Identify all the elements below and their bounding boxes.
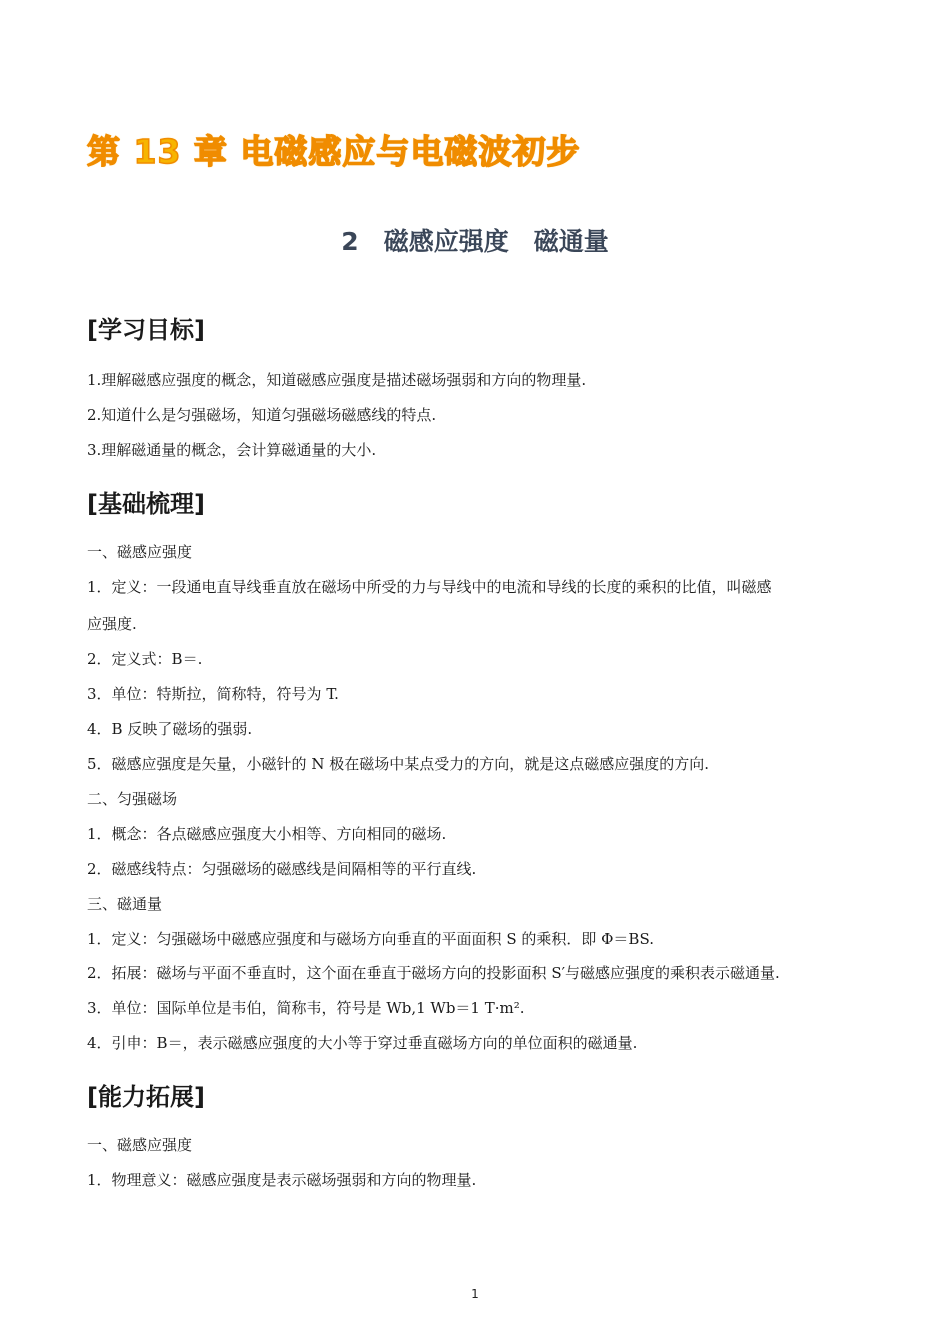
objective-item: 1.理解磁感应强度的概念，知道磁感应强度是描述磁场强弱和方向的物理量. [87,371,587,389]
page-number: 1 [471,1287,479,1301]
basics-line: 2．拓展：磁场与平面不垂直时，这个面在垂直于磁场方向的投影面积 S′与磁感应强度的乘积表示磁通量. [87,964,780,982]
basics-line: 4．B 反映了磁场的强弱. [87,720,253,738]
objective-item: 3.理解磁通量的概念，会计算磁通量的大小. [87,441,377,459]
basics-subheading-magnetic-flux: 三、磁通量 [87,895,163,913]
basics-line: 3．单位：特斯拉，简称特，符号为 T. [87,685,339,703]
section-title: 2 磁感应强度 磁通量 [341,227,609,256]
objectives-heading: [学习目标] [87,316,205,344]
basics-heading: [基础梳理] [87,490,205,518]
basics-line: 4．引申：B＝，表示磁感应强度的大小等于穿过垂直磁场方向的单位面积的磁通量. [87,1034,638,1052]
basics-line: 1．定义：匀强磁场中磁感应强度和与磁场方向垂直的平面面积 S 的乘积．即 Φ＝BS. [87,930,654,948]
basics-line: 2．定义式：B＝. [87,650,203,668]
basics-line: 应强度. [87,615,137,633]
objective-item: 2.知道什么是匀强磁场，知道匀强磁场磁感线的特点. [87,406,437,424]
extension-subheading: 一、磁感应强度 [87,1136,193,1154]
basics-line: 3．单位：国际单位是韦伯，简称韦，符号是 Wb,1 Wb＝1 T·m². [87,999,525,1017]
basics-line: 1．概念：各点磁感应强度大小相等、方向相同的磁场. [87,825,447,843]
basics-line: 2．磁感线特点：匀强磁场的磁感线是间隔相等的平行直线. [87,860,477,878]
basics-subheading-uniform-field: 二、匀强磁场 [87,790,178,808]
basics-subheading-magnetic-induction: 一、磁感应强度 [87,543,193,561]
basics-line: 5．磁感应强度是矢量，小磁针的 N 极在磁场中某点受力的方向，就是这点磁感应强度的方向. [87,755,709,773]
chapter-title: 第 13 章 电磁感应与电磁波初步 [87,132,581,171]
extension-line: 1．物理意义：磁感应强度是表示磁场强弱和方向的物理量. [87,1171,477,1189]
extension-heading: [能力拓展] [87,1083,205,1111]
basics-line: 1．定义：一段通电直导线垂直放在磁场中所受的力与导线中的电流和导线的长度的乘积的比值，叫磁感 [87,578,772,596]
